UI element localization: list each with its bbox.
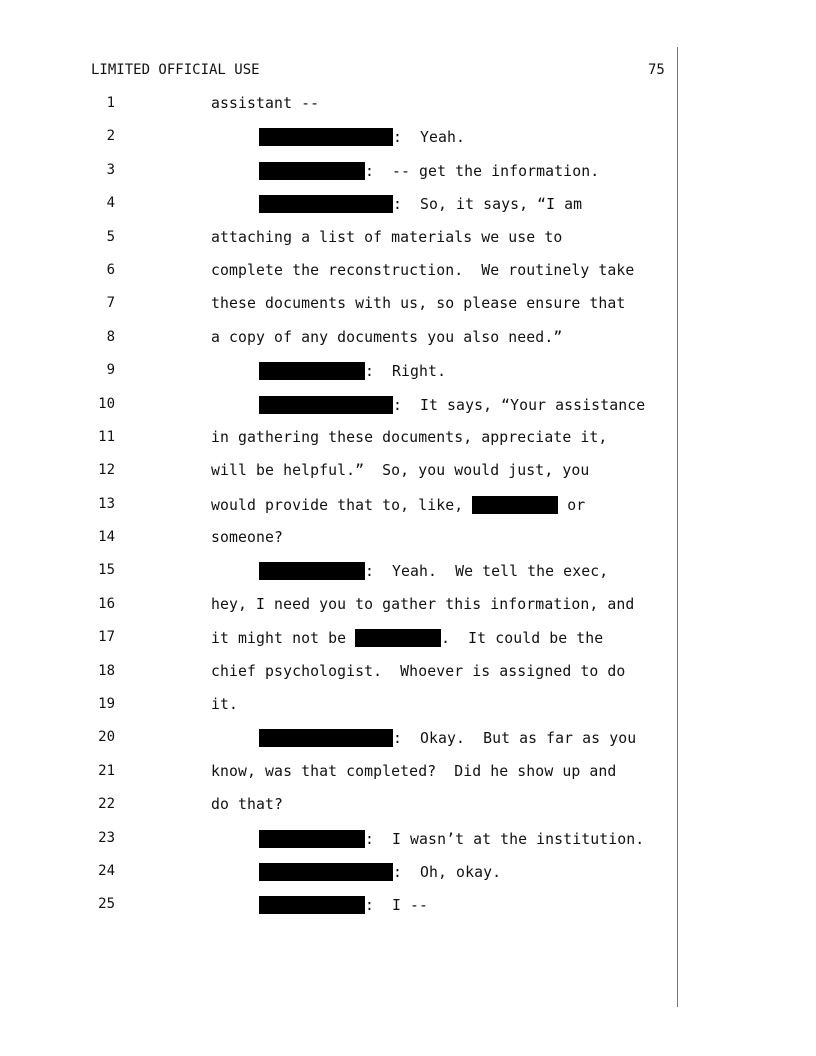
line-number: 17 [98, 629, 115, 646]
transcript-line [0, 729, 677, 762]
line-text: chief psychologist. Whoever is assigned to do [211, 662, 626, 680]
redacted-speaker-name [259, 562, 365, 580]
transcript-line [0, 262, 677, 295]
line-text: someone? [211, 529, 284, 547]
transcript-line [0, 830, 677, 863]
transcript-line [0, 195, 677, 228]
line-text: a copy of any documents you also need.” [211, 328, 563, 346]
transcript-line [0, 295, 677, 328]
transcript-line [0, 596, 677, 629]
speaker-line [259, 396, 645, 414]
line-text: : It says, “Your assistance [393, 396, 646, 414]
line-text: : Yeah. We tell the exec, [365, 563, 609, 581]
line-number: 4 [106, 195, 115, 212]
redacted-speaker-name [259, 729, 393, 747]
transcript-line [0, 95, 677, 128]
transcript-line [0, 529, 677, 562]
transcript-line [0, 362, 677, 395]
line-number: 22 [98, 796, 115, 813]
line-number: 11 [98, 428, 115, 445]
redacted-speaker-name [259, 863, 393, 881]
line-text: complete the reconstruction. We routinely take [211, 261, 635, 279]
line-number: 20 [98, 729, 115, 746]
line-number: 25 [98, 896, 115, 913]
transcript-line [0, 496, 677, 529]
line-text: : Yeah. [393, 129, 466, 147]
line-text: know, was that completed? Did he show up and [211, 762, 617, 780]
right-margin-rule [677, 47, 678, 1007]
line-number: 12 [98, 462, 115, 479]
line-text: do that? [211, 796, 284, 814]
transcript-lines [0, 95, 677, 930]
line-text: : I wasn’t at the institution. [365, 830, 645, 848]
transcript-line [0, 763, 677, 796]
line-text: : I -- [365, 897, 429, 915]
transcript-line [0, 663, 677, 696]
line-number: 24 [98, 862, 115, 879]
speaker-line [259, 729, 636, 747]
line-number: 5 [106, 228, 115, 245]
transcript-line [0, 696, 677, 729]
transcript-line [0, 863, 677, 896]
line-text-before: it might not be [211, 630, 356, 648]
transcript-line [0, 462, 677, 495]
line-number: 10 [98, 395, 115, 412]
speaker-line [259, 362, 446, 380]
redacted-speaker-name [259, 896, 365, 914]
classification-header: LIMITED OFFICIAL USE [91, 62, 260, 78]
line-number: 6 [106, 261, 115, 278]
line-number: 13 [98, 495, 115, 512]
line-number: 18 [98, 662, 115, 679]
transcript-line [0, 562, 677, 595]
line-text-after: or [558, 496, 586, 514]
line-text: : Right. [365, 363, 447, 381]
transcript-line [0, 629, 677, 662]
line-number: 21 [98, 762, 115, 779]
speaker-line [259, 830, 644, 848]
line-text: these documents with us, so please ensure that [211, 295, 626, 313]
transcript-line [0, 162, 677, 195]
line-number: 14 [98, 529, 115, 546]
line-text: assistant -- [211, 95, 320, 112]
redacted-speaker-name [259, 362, 365, 380]
line-number: 7 [106, 295, 115, 312]
redacted-name [472, 496, 558, 514]
line-number: 15 [98, 562, 115, 579]
redacted-name [355, 629, 441, 647]
line-number: 2 [106, 128, 115, 145]
transcript-line [0, 396, 677, 429]
transcript-line [0, 128, 677, 161]
redacted-speaker-name [259, 195, 393, 213]
line-number: 1 [106, 95, 115, 111]
speaker-line [259, 562, 608, 580]
redacted-speaker-name [259, 396, 393, 414]
page-number: 75 [648, 62, 665, 78]
transcript-line [0, 796, 677, 829]
line-text-before: would provide that to, like, [211, 496, 473, 514]
inline-redacted-line [211, 629, 603, 647]
line-text: hey, I need you to gather this information, and [211, 595, 635, 613]
speaker-line [259, 195, 582, 213]
line-text: will be helpful.” So, you would just, you [211, 462, 590, 480]
line-number: 16 [98, 595, 115, 612]
redacted-speaker-name [259, 830, 365, 848]
line-text: : So, it says, “I am [393, 196, 583, 214]
redacted-speaker-name [259, 162, 365, 180]
line-number: 3 [106, 161, 115, 178]
speaker-line [259, 863, 501, 881]
line-number: 9 [106, 362, 115, 379]
transcript-line [0, 429, 677, 462]
line-text: : Okay. But as far as you [393, 730, 637, 748]
transcript-line [0, 329, 677, 362]
transcript-line [0, 229, 677, 262]
line-text: attaching a list of materials we use to [211, 228, 563, 246]
line-text: it. [211, 696, 239, 714]
line-text: : Oh, okay. [393, 863, 502, 881]
speaker-line [259, 128, 465, 146]
line-number: 19 [98, 696, 115, 713]
line-number: 8 [106, 328, 115, 345]
inline-redacted-line [211, 496, 585, 514]
line-text-after: . It could be the [441, 630, 604, 648]
line-text: in gathering these documents, appreciate it, [211, 428, 608, 446]
redacted-speaker-name [259, 128, 393, 146]
line-number: 23 [98, 829, 115, 846]
line-text: : -- get the information. [365, 162, 600, 180]
transcript-line [0, 896, 677, 929]
speaker-line [259, 896, 428, 914]
speaker-line [259, 162, 599, 180]
